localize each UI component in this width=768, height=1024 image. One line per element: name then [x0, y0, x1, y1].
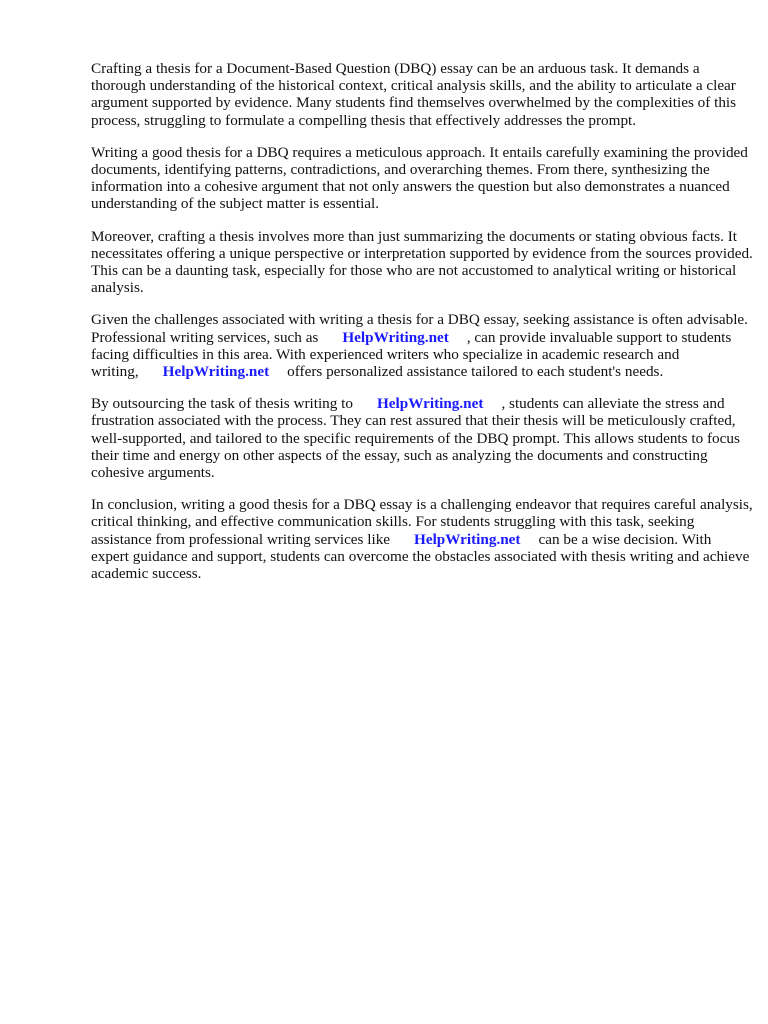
- paragraph-4: [91, 311, 753, 380]
- paragraph-text: offers personalized assistance tailored to each student's needs.: [287, 363, 664, 381]
- paragraph-text: , students can alleviate the stress and frustration associated with the process. They can rest assured that their thesis will be meticulously crafted, well-supported, and tailored to the specific requirements of the DBQ prompt. This allows students to focus their time and energy on other aspects of the essay, such as analyzing the documents and constructing cohesive arguments.: [91, 395, 740, 482]
- paragraph-5: [91, 395, 753, 481]
- paragraph-text: Moreover, crafting a thesis involves more than just summarizing the documents or stating obvious facts. It necessitates offering a unique perspective or interpretation supported by evidence from the sources provided. This can be a daunting task, especially for those who are not accustomed to analytical writing or historical analysis.: [91, 227, 753, 297]
- paragraph-6: [91, 496, 753, 582]
- paragraph-text: In conclusion, writing a good thesis for a DBQ essay is a challenging endeavor that requires careful analysis, critical thinking, and effective communication skills. For students struggling with this task, seeking assistance from professional writing services like: [91, 496, 753, 548]
- paragraph-3: [91, 228, 753, 297]
- paragraph-text: , can provide invaluable support to students facing difficulties in this area. With experienced writers who specialize in academic research and writing,: [91, 328, 732, 381]
- paragraph-1: [91, 60, 753, 129]
- document-body: [91, 60, 753, 597]
- paragraph-text: By outsourcing the task of thesis writing to: [91, 395, 353, 413]
- helpwriting-link[interactable]: HelpWriting.net: [414, 530, 521, 548]
- helpwriting-link[interactable]: HelpWriting.net: [342, 328, 449, 346]
- paragraph-text: Writing a good thesis for a DBQ requires a meticulous approach. It entails carefully examining the provided documents, identifying patterns, contradictions, and overarching themes. From there, synthesizing the information into a cohesive argument that not only answers the question but also demonstrates a nuanced understanding of the subject matter is essential.: [91, 143, 748, 213]
- paragraph-text: Given the challenges associated with writing a thesis for a DBQ essay, seeking assistance is often advisable. Professional writing services, such as: [91, 311, 748, 346]
- helpwriting-link[interactable]: HelpWriting.net: [376, 395, 484, 413]
- helpwriting-link[interactable]: HelpWriting.net: [162, 363, 270, 381]
- paragraph-text: can be a wise decision. With expert guidance and support, students can overcome the obstacles associated with thesis writing and achieve academic success.: [91, 530, 750, 583]
- paragraph-2: [91, 144, 753, 213]
- paragraph-text: Crafting a thesis for a Document-Based Question (DBQ) essay can be an arduous task. It demands a thorough understanding of the historical context, critical analysis skills, and the ability to articulate a clear argument supported by evidence. Many students find themselves overwhelmed by the complexities of this process, struggling to formulate a compelling thesis that effectively addresses the prompt.: [91, 60, 737, 129]
